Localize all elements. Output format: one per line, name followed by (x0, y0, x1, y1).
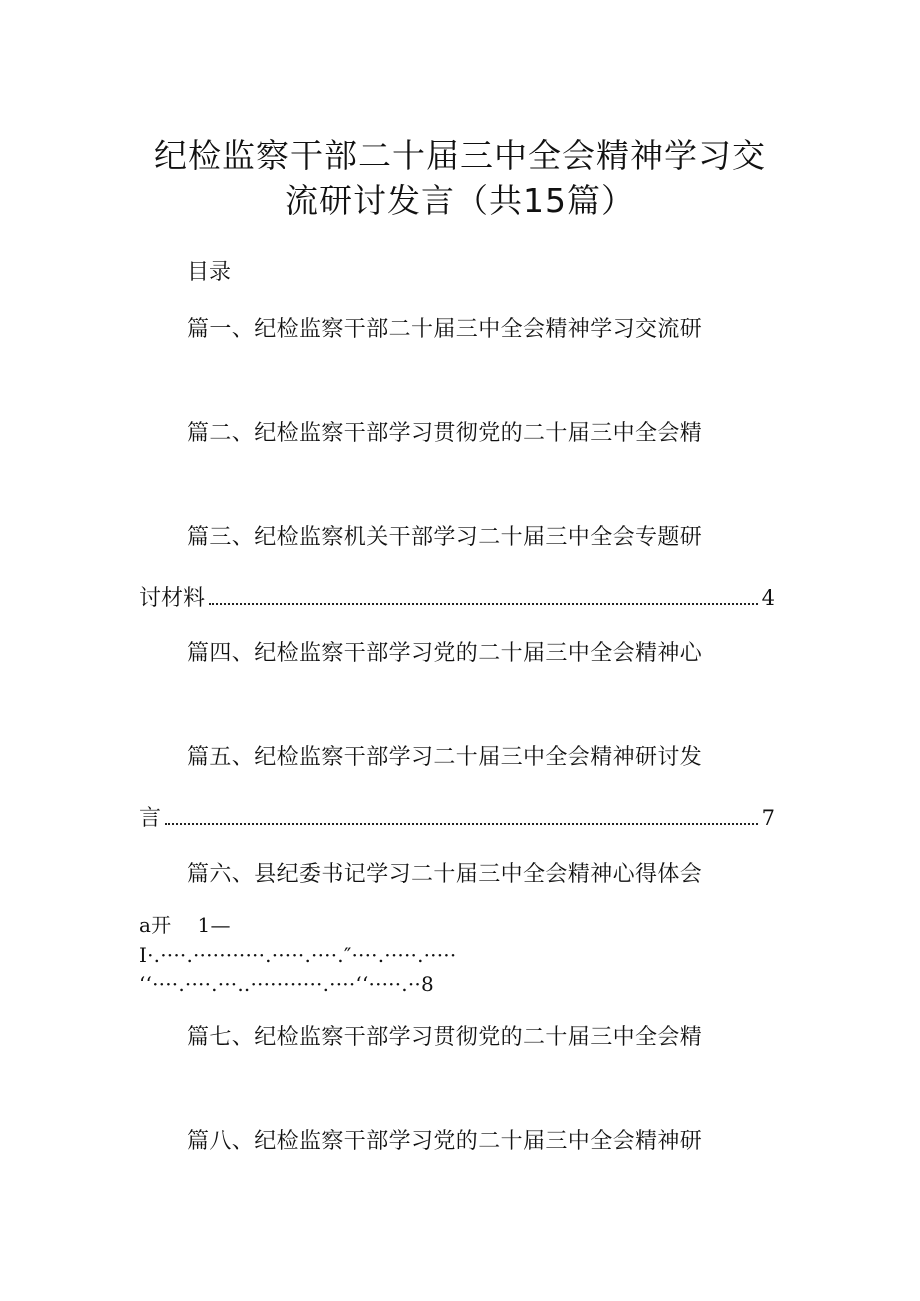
toc-entry-1: 篇一、纪检监察干部二十届三中全会精神学习交流研 (187, 317, 703, 342)
toc-entry-6: 篇六、县纪委书记学习二十届三中全会精神心得体会 (187, 862, 703, 887)
toc-entry-8: 篇八、纪检监察干部学习党的二十届三中全会精神研 (187, 1129, 703, 1154)
toc-entry-3: 篇三、纪检监察机关干部学习二十届三中全会专题研 (187, 525, 703, 550)
toc-entry-5-cont-text: 言 (139, 806, 162, 831)
document-title-line-2: 流研讨发言（共15篇） (285, 181, 635, 220)
document-title-line-1: 纪检监察干部二十届三中全会精神学习交 (154, 136, 766, 175)
dot-leader (165, 823, 758, 825)
toc-entry-4: 篇四、纪检监察干部学习党的二十届三中全会精神心 (187, 641, 703, 666)
toc-entry-6-garbled-line-2: I·.····.···········.·····.····.″····.·····.····· (139, 943, 457, 967)
toc-entry-7: 篇七、纪检监察干部学习贯彻党的二十届三中全会精 (187, 1025, 703, 1050)
toc-entry-5-continuation (139, 802, 775, 835)
toc-heading: 目录 (187, 260, 232, 285)
toc-entry-3-page-number: 4 (761, 586, 775, 610)
toc-entry-5: 篇五、纪检监察干部学习二十届三中全会精神研讨发 (187, 745, 703, 770)
toc-entry-3-continuation (139, 582, 775, 615)
toc-entry-6-garbled-line-1: a开 1— (139, 913, 231, 937)
dot-leader (209, 603, 758, 605)
toc-entry-6-garbled-line-3: ‘‘····.····.···..···········.····‘‘·····.··8 (139, 972, 434, 996)
toc-entry-3-cont-text: 讨材料 (139, 586, 206, 611)
toc-entry-2: 篇二、纪检监察干部学习贯彻党的二十届三中全会精 (187, 421, 703, 446)
toc-entry-5-page-number: 7 (761, 806, 775, 830)
